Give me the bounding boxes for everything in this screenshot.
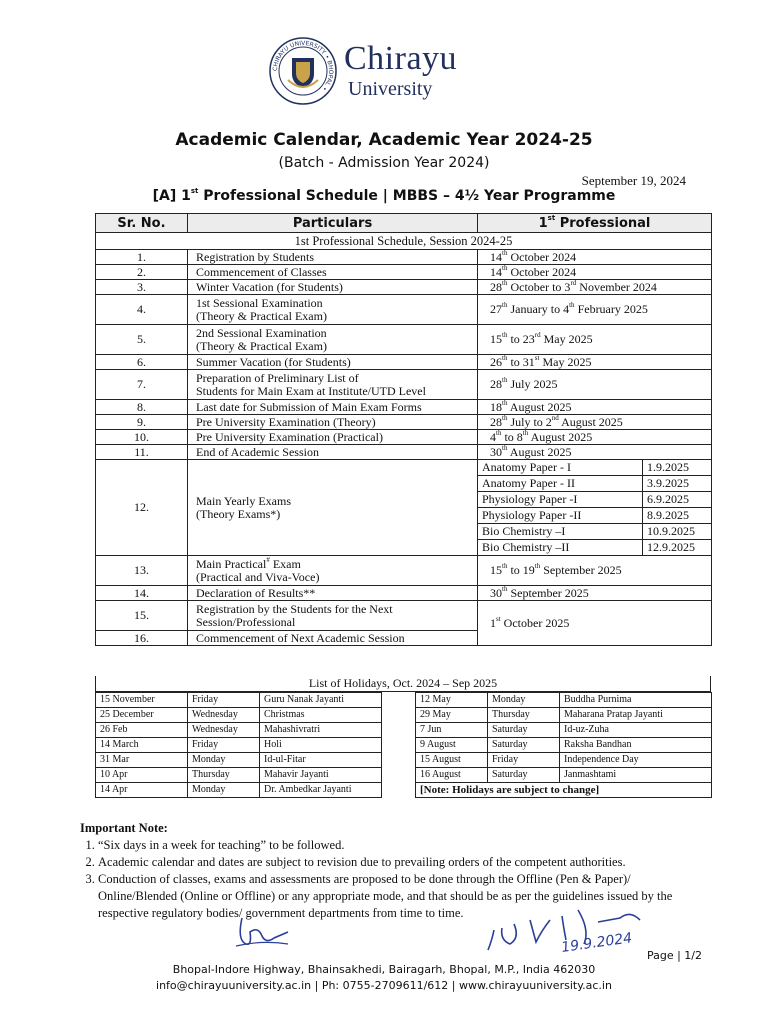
holiday-cell: Holi (260, 738, 382, 753)
notes-heading: Important Note: (80, 821, 168, 835)
particulars-cell: Main Practical# Exam (Practical and Viva-Voce) (188, 556, 478, 586)
holiday-cell: 15 August (416, 753, 488, 768)
table-row (96, 265, 712, 280)
col-header-sr: Sr. No. (96, 214, 188, 233)
holiday-cell: Monday (488, 693, 560, 708)
sr-cell: 2. (96, 265, 188, 280)
document-title: Academic Calendar, Academic Year 2024-25 (175, 130, 593, 150)
sr-cell: 7. (96, 370, 188, 400)
date-cell: 30th August 2025 (478, 445, 712, 460)
university-seal-icon (268, 36, 338, 106)
particulars-cell: Registration by Students (188, 250, 478, 265)
sr-cell: 4. (96, 295, 188, 325)
exam-row (478, 508, 711, 524)
holiday-cell: Friday (188, 738, 260, 753)
sr-cell: 13. (96, 556, 188, 586)
sr-cell: 11. (96, 445, 188, 460)
sr-cell: 12. (96, 460, 188, 556)
sr-cell: 5. (96, 325, 188, 355)
col-header-particulars: Particulars (188, 214, 478, 233)
signature-date: 19.9.2024 (560, 930, 634, 956)
exam-cell (478, 460, 712, 556)
signature-left (232, 910, 292, 950)
exam-paper: Physiology Paper -II (478, 508, 643, 524)
note-item: 1. “Six days in a week for teaching” to be followed. (98, 837, 710, 854)
holiday-cell: Saturday (488, 768, 560, 783)
sr-cell: 8. (96, 400, 188, 415)
date-cell: 30th September 2025 (478, 586, 712, 601)
holiday-cell: Id-ul-Fitar (260, 753, 382, 768)
holiday-cell: Thursday (488, 708, 560, 723)
exam-row (478, 476, 711, 492)
holiday-cell: 16 August (416, 768, 488, 783)
particulars-cell: End of Academic Session (188, 445, 478, 460)
particulars-cell: 2nd Sessional Examination (Theory & Practical Exam) (188, 325, 478, 355)
holiday-cell: 25 December (96, 708, 188, 723)
exam-date: 1.9.2025 (643, 460, 712, 476)
session-title-row (96, 233, 712, 250)
exam-date: 3.9.2025 (643, 476, 712, 492)
holiday-row (96, 783, 712, 798)
particulars-cell: Commencement of Classes (188, 265, 478, 280)
document-subtitle: (Batch - Admission Year 2024) (278, 155, 490, 171)
date-cell: 15th to 19th September 2025 (478, 556, 712, 586)
table-row (96, 586, 712, 601)
holiday-cell: Wednesday (188, 723, 260, 738)
holiday-cell: Friday (188, 693, 260, 708)
holiday-cell: Mahavir Jayanti (260, 768, 382, 783)
holiday-cell: Monday (188, 783, 260, 798)
holiday-cell: 9 August (416, 738, 488, 753)
table-row (96, 355, 712, 370)
holiday-row (96, 753, 712, 768)
table-row (96, 370, 712, 400)
brand-name: Chirayu (344, 40, 458, 77)
particulars-cell: Main Yearly Exams (Theory Exams*) (188, 460, 478, 556)
holiday-cell: 31 Mar (96, 753, 188, 768)
holiday-cell: 14 March (96, 738, 188, 753)
table-row (96, 295, 712, 325)
holiday-cell: 7 Jun (416, 723, 488, 738)
holiday-row (96, 768, 712, 783)
holiday-cell: Monday (188, 753, 260, 768)
sr-cell: 1. (96, 250, 188, 265)
table-row (96, 400, 712, 415)
holiday-cell: Guru Nanak Jayanti (260, 693, 382, 708)
exam-paper: Physiology Paper -I (478, 492, 643, 508)
document-date: September 19, 2024 (581, 173, 686, 188)
date-cell: 1st October 2025 (478, 601, 712, 646)
holiday-cell: Raksha Bandhan (560, 738, 712, 753)
holiday-cell: Christmas (260, 708, 382, 723)
particulars-cell: Pre University Examination (Theory) (188, 415, 478, 430)
exam-date: 6.9.2025 (643, 492, 712, 508)
exam-row (478, 460, 711, 476)
particulars-cell: Registration by the Students for the Next Session/Professional (188, 601, 478, 631)
holidays-title: List of Holidays, Oct. 2024 – Sep 2025 (95, 676, 711, 692)
exam-paper: Anatomy Paper - I (478, 460, 643, 476)
holiday-cell: Wednesday (188, 708, 260, 723)
university-logo (268, 36, 568, 106)
col-header-professional: 1st Professional (478, 214, 712, 233)
date-cell: 14th October 2024 (478, 265, 712, 280)
table-row (96, 280, 712, 295)
holiday-row (96, 723, 712, 738)
particulars-cell: Winter Vacation (for Students) (188, 280, 478, 295)
holiday-cell: Buddha Purnima (560, 693, 712, 708)
exam-date: 10.9.2025 (643, 524, 712, 540)
table-row (96, 556, 712, 586)
exam-paper: Bio Chemistry –II (482, 540, 570, 554)
date-cell: 4th to 8th August 2025 (478, 430, 712, 445)
holiday-cell: 29 May (416, 708, 488, 723)
holiday-row (96, 708, 712, 723)
sr-cell: 16. (96, 631, 188, 646)
holiday-cell: 14 Apr (96, 783, 188, 798)
particulars-cell: Preparation of Preliminary List of Students for Main Exam at Institute/UTD Level (188, 370, 478, 400)
particulars-cell: 1st Sessional Examination (Theory & Practical Exam) (188, 295, 478, 325)
session-title: 1st Professional Schedule, Session 2024-25 (96, 233, 712, 250)
date-cell: 15th to 23rd May 2025 (478, 325, 712, 355)
sr-cell: 6. (96, 355, 188, 370)
schedule-table (95, 213, 712, 646)
particulars-cell: Declaration of Results** (188, 586, 478, 601)
holiday-cell: Saturday (488, 738, 560, 753)
particulars-cell: Summer Vacation (for Students) (188, 355, 478, 370)
sr-cell: 3. (96, 280, 188, 295)
holiday-cell: Mahashivratri (260, 723, 382, 738)
holiday-cell: Dr. Ambedkar Jayanti (260, 783, 382, 798)
holiday-cell: 12 May (416, 693, 488, 708)
holiday-cell: Janmashtami (560, 768, 712, 783)
exam-row (478, 524, 711, 540)
exam-subtable (478, 460, 711, 555)
date-cell: 14th October 2024 (478, 250, 712, 265)
holiday-cell: Friday (488, 753, 560, 768)
exam-row (478, 492, 711, 508)
exam-row (478, 540, 711, 556)
table-row (96, 250, 712, 265)
sr-cell: 15. (96, 601, 188, 631)
page-number: Page | 1/2 (646, 949, 702, 962)
holiday-cell: 26 Feb (96, 723, 188, 738)
note-item: 3. Conduction of classes, exams and assessments are proposed to be done through the Offline (Pen & Paper)/ Online/Blended (Online or Offline) or any appropriate mode, and that should be as per the guidelines issued by the respective regulatory bodies/ government departments from time to time. (98, 871, 710, 922)
table-row (96, 415, 712, 430)
holiday-cell: 15 November (96, 693, 188, 708)
holidays-table (95, 692, 712, 798)
section-heading: [A] 1st Professional Schedule | MBBS – 4½ Year Programme (152, 187, 616, 204)
sr-cell: 9. (96, 415, 188, 430)
table-row (96, 460, 712, 556)
exam-date: 8.9.2025 (643, 508, 712, 524)
footer-contact: info@chirayuuniversity.ac.in | Ph: 0755-2709611/612 | www.chirayuuniversity.ac.in (156, 979, 612, 992)
seal-text: CHIRAYU UNIVERSITY • BHOPAL • (271, 39, 335, 93)
date-cell: 28th October to 3rd November 2024 (478, 280, 712, 295)
holiday-cell: Maharana Pratap Jayanti (560, 708, 712, 723)
holiday-cell: Independence Day (560, 753, 712, 768)
holiday-cell: 10 Apr (96, 768, 188, 783)
table-header-row (96, 214, 712, 233)
particulars-cell: Last date for Submission of Main Exam Forms (188, 400, 478, 415)
sr-cell: 10. (96, 430, 188, 445)
particulars-cell: Pre University Examination (Practical) (188, 430, 478, 445)
table-row (96, 601, 712, 631)
holiday-cell: Thursday (188, 768, 260, 783)
holiday-row (96, 738, 712, 753)
holiday-cell: Saturday (488, 723, 560, 738)
sr-cell: 14. (96, 586, 188, 601)
holiday-cell: Id-uz-Zuha (560, 723, 712, 738)
date-cell: 28th July to 2nd August 2025 (478, 415, 712, 430)
note-item: 2. Academic calendar and dates are subject to revision due to prevailing orders of the competent authorities. (98, 854, 710, 871)
exam-paper: Bio Chemistry –I (478, 524, 643, 540)
brand-subtitle: University (348, 78, 433, 100)
date-cell: 28th July 2025 (478, 370, 712, 400)
date-cell: 27th January to 4th February 2025 (478, 295, 712, 325)
date-cell: 26th to 31st May 2025 (478, 355, 712, 370)
holiday-note: [Note: Holidays are subject to change] (416, 783, 712, 798)
table-row (96, 445, 712, 460)
table-row (96, 325, 712, 355)
holiday-row (96, 693, 712, 708)
date-cell: 18th August 2025 (478, 400, 712, 415)
exam-date: 12.9.2025 (643, 540, 712, 556)
table-row (96, 430, 712, 445)
exam-paper: Anatomy Paper - II (478, 476, 643, 492)
footer-address: Bhopal-Indore Highway, Bhainsakhedi, Bairagarh, Bhopal, M.P., India 462030 (172, 963, 596, 976)
particulars-cell: Commencement of Next Academic Session (188, 631, 478, 646)
